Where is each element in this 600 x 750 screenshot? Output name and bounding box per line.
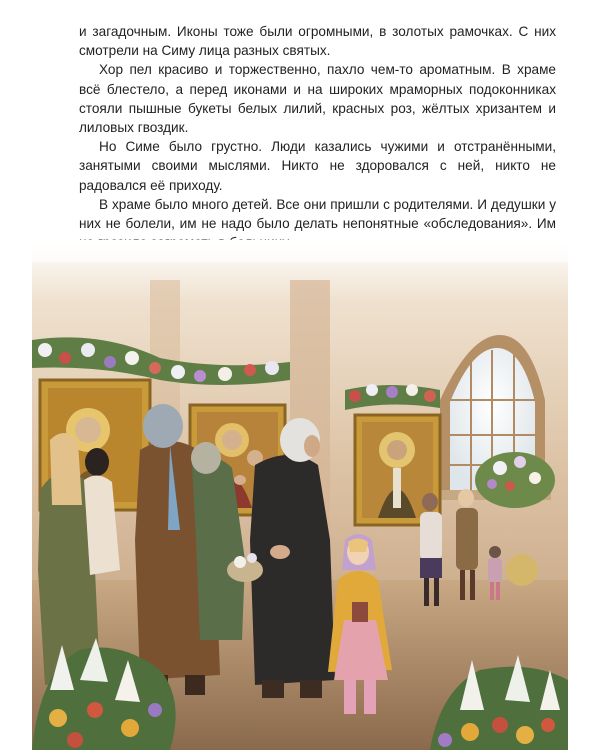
- story-text: [79, 22, 556, 252]
- church-illustration: [0, 240, 600, 750]
- paragraph-2: Хор пел красиво и торжественно, пахло чем-то ароматным. В храме всё блестело, а перед иконами и на широких мраморных подоконниках стояли пышные букеты белых лилий, красных роз, жёлтых хризантем и лиловых гвоздик.: [79, 62, 556, 136]
- illustration-svg: [0, 240, 600, 750]
- paragraph-4: В храме было много детей. Все они пришли с родителями. И дедушки у них не болели, им не надо было делать непонятные «обследования». Им: [79, 196, 556, 232]
- paragraph-3: Но Симе было грустно. Люди казались чужими и отстранёнными, занятыми своими мыслями. Никто не здоровался с ней, никто не радовался её приходу.: [79, 139, 556, 193]
- paragraph-1: и загадочным. Иконы тоже были огромными, в золотых рамочках. С них смотрели на Симу лица разных святых.: [79, 24, 556, 59]
